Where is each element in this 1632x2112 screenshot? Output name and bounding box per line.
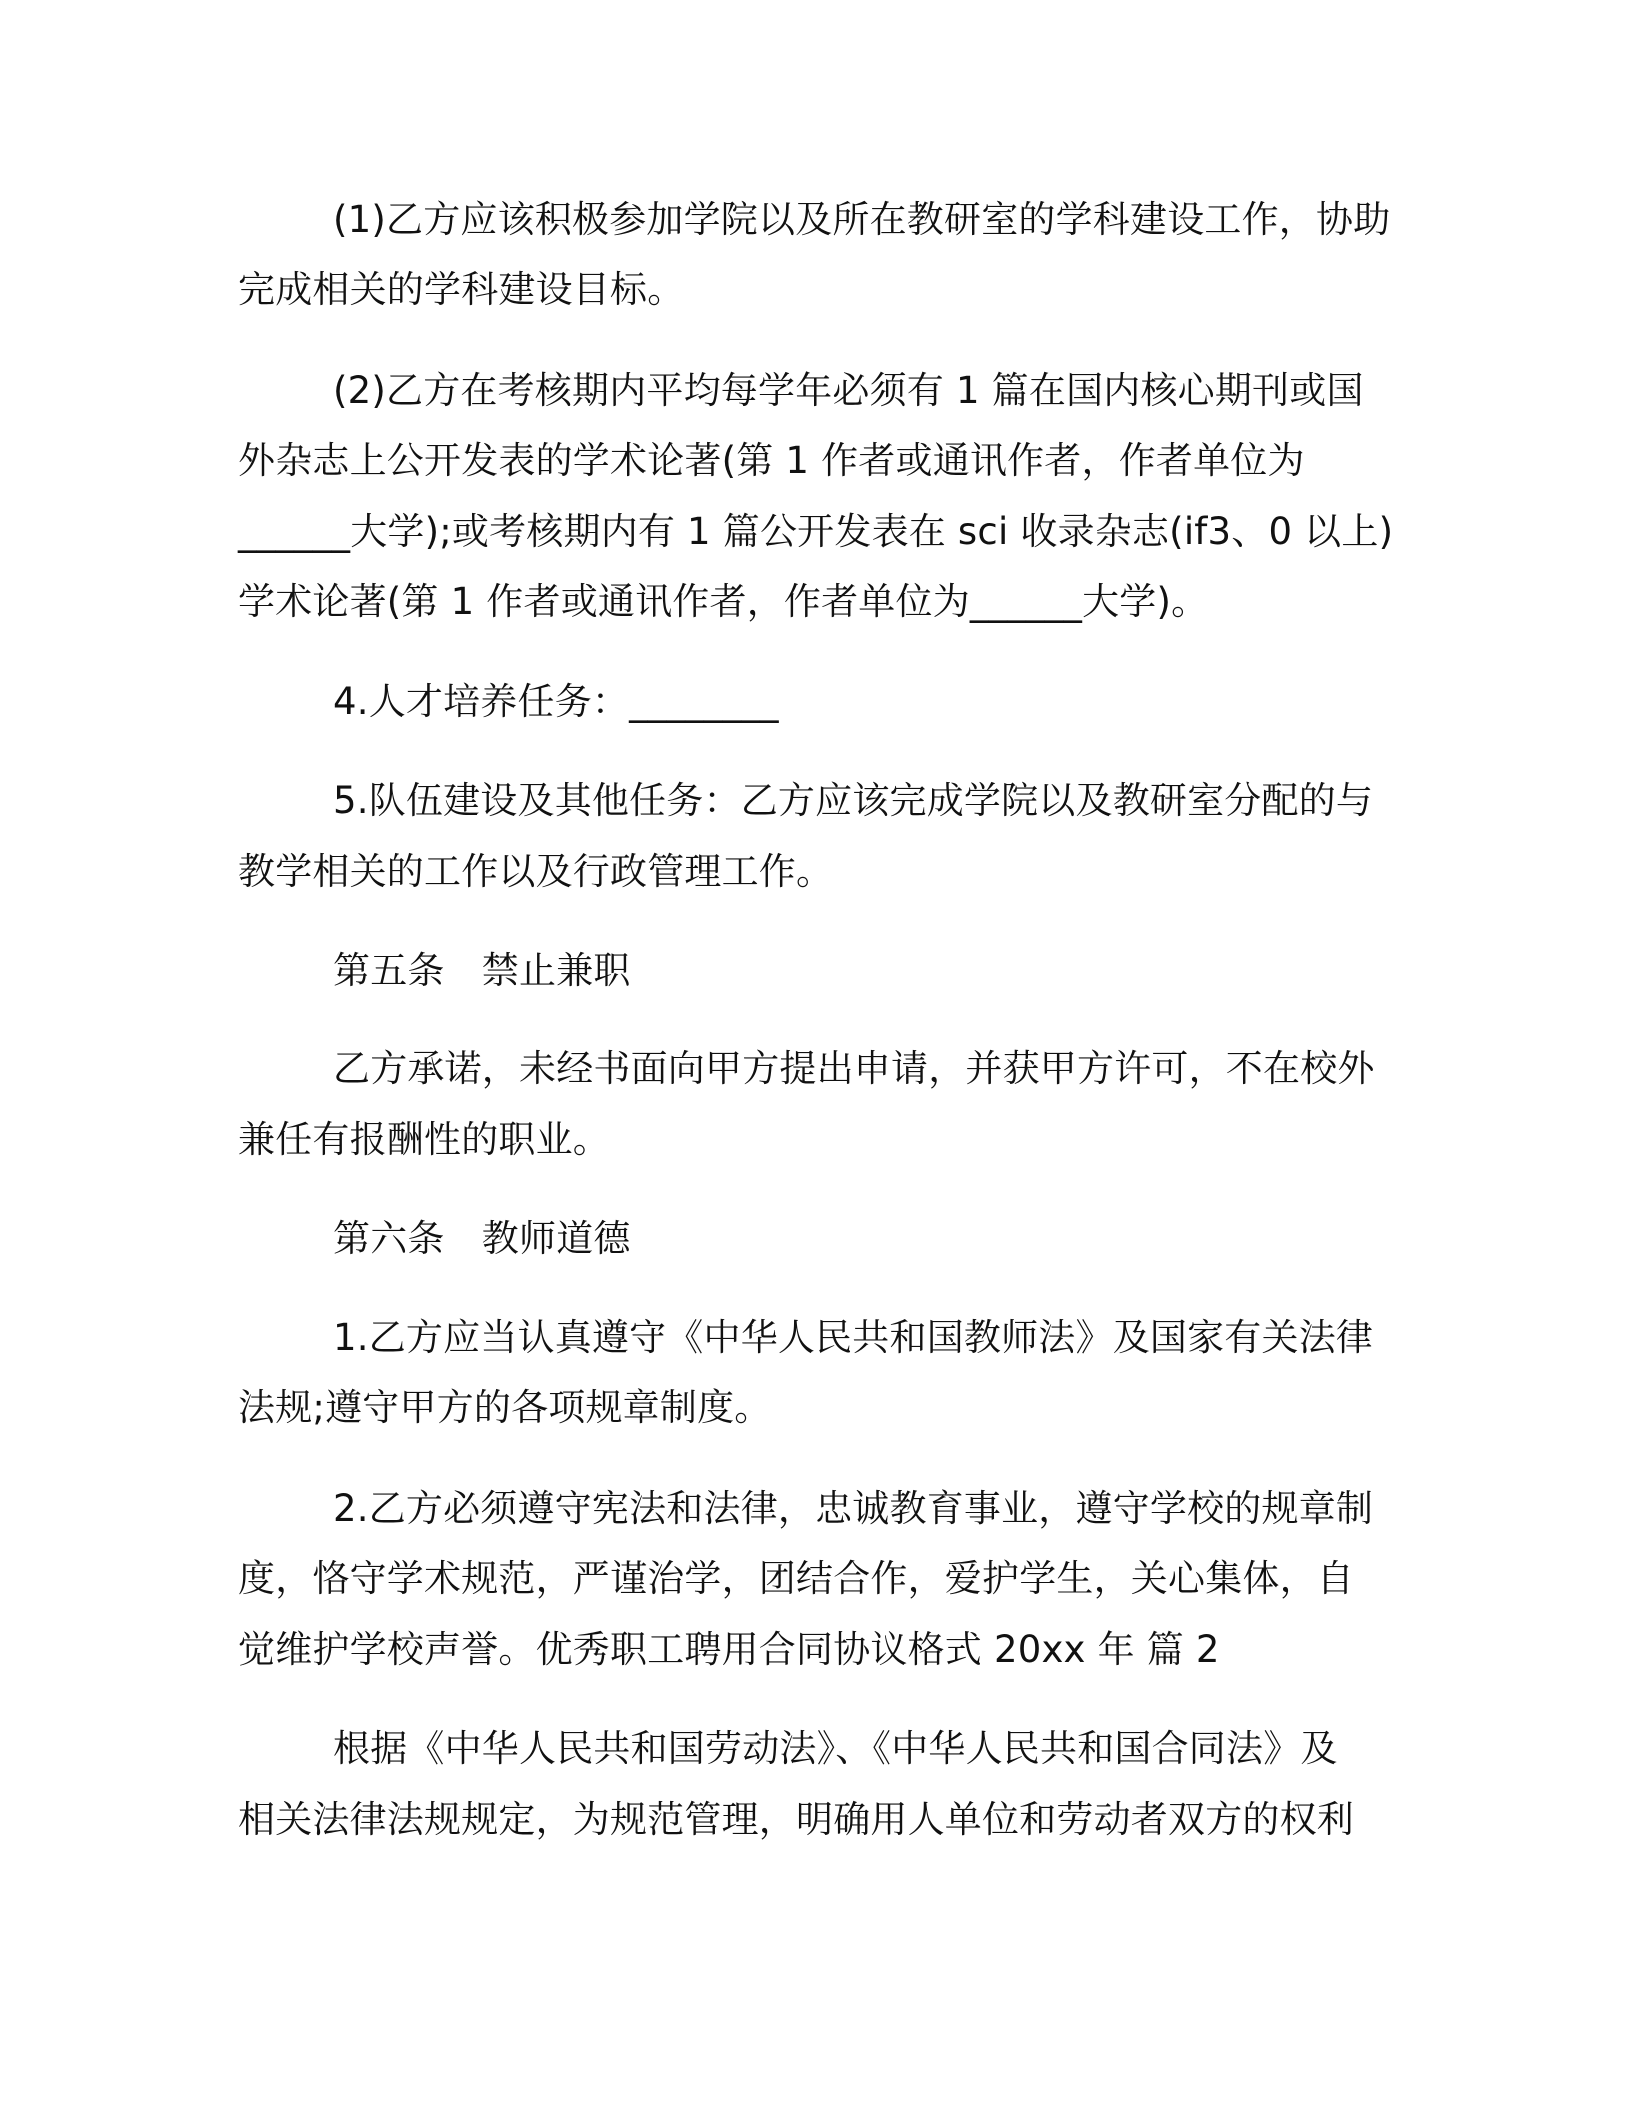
article-5-text-line-2: 兼任有报酬性的职业。 <box>238 1118 610 1161</box>
legal-basis-line-2: 相关法律法规规定，为规范管理，明确用人单位和劳动者双方的权利 <box>238 1798 1354 1841</box>
paragraph-2-line-4: 学术论著(第 1 作者或通讯作者，作者单位为______大学)。 <box>238 580 1209 623</box>
legal-basis-line-1: 根据《中华人民共和国劳动法》、《中华人民共和国合同法》及 <box>333 1727 1338 1770</box>
team-building-line-1: 5.队伍建设及其他任务：乙方应该完成学院以及教研室分配的与 <box>333 779 1374 822</box>
article-5-heading: 第五条 禁止兼职 <box>333 949 631 992</box>
article-6-heading: 第六条 教师道德 <box>333 1217 631 1260</box>
paragraph-2-line-1: (2)乙方在考核期内平均每学年必须有 1 篇在国内核心期刊或国 <box>333 369 1364 412</box>
ethics-point-1-line-2: 法规;遵守甲方的各项规章制度。 <box>238 1386 772 1429</box>
ethics-point-2-line-2: 度，恪守学术规范，严谨治学，团结合作，爱护学生，关心集体，自 <box>238 1557 1354 1600</box>
paragraph-2-line-3: ______大学);或考核期内有 1 篇公开发表在 sci 收录杂志(if3、0 以上) <box>238 510 1394 553</box>
ethics-point-2-line-3: 觉维护学校声誉。优秀职工聘用合同协议格式 20xx 年 篇 2 <box>238 1628 1220 1671</box>
ethics-point-1-line-1: 1.乙方应当认真遵守《中华人民共和国教师法》及国家有关法律 <box>333 1316 1374 1359</box>
paragraph-2-line-2: 外杂志上公开发表的学术论著(第 1 作者或通讯作者，作者单位为 <box>238 439 1305 482</box>
paragraph-1-line-2: 完成相关的学科建设目标。 <box>238 268 685 311</box>
team-building-line-2: 教学相关的工作以及行政管理工作。 <box>238 850 834 893</box>
ethics-point-2-line-1: 2.乙方必须遵守宪法和法律，忠诚教育事业，遵守学校的规章制 <box>333 1487 1374 1530</box>
article-5-text-line-1: 乙方承诺，未经书面向甲方提出申请，并获甲方许可，不在校外 <box>333 1047 1375 1090</box>
paragraph-1-line-1: (1)乙方应该积极参加学院以及所在教研室的学科建设工作，协助 <box>333 198 1391 241</box>
talent-training-task: 4.人才培养任务：________ <box>333 680 779 723</box>
